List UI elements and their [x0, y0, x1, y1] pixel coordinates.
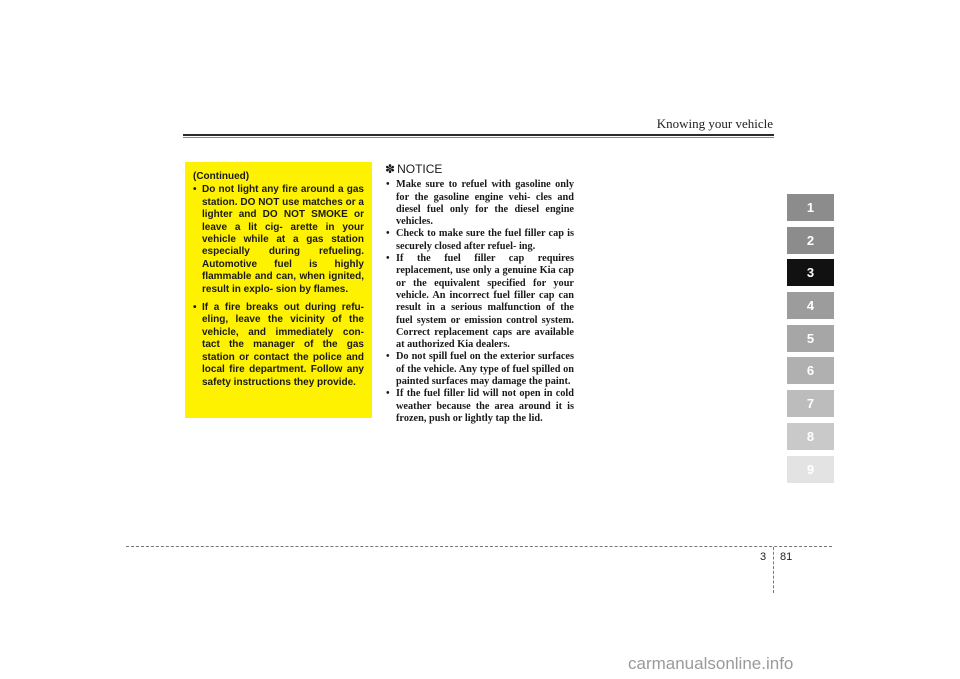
- warning-item: • If a fire breaks out during refu- eling, leave the vicinity of the vehicle, and immediately con- tact the manager of the gas station or contact the police and local fire department. Follow any safety instructions they provide.: [193, 302, 364, 389]
- chapter-tab-7[interactable]: 7: [787, 390, 834, 417]
- footer-chapter-number: 3: [760, 551, 767, 563]
- notice-section: [385, 163, 574, 425]
- warning-box: [185, 162, 372, 418]
- chapter-tab-4[interactable]: 4: [787, 292, 834, 319]
- notice-heading: [385, 163, 574, 175]
- footer-divider: [773, 547, 774, 593]
- chapter-tab-9[interactable]: 9: [787, 456, 834, 483]
- chapter-tab-6[interactable]: 6: [787, 357, 834, 384]
- header-rule: [183, 134, 774, 136]
- warning-continued-label: (Continued): [193, 171, 250, 182]
- notice-item: • If the fuel filler cap requires replacement, use only a genuine Kia cap or the equivalent specified for your vehicle. An incorrect fuel filler cap can result in a serious malfunction of the fuel system or emission control system. Correct replacement caps are available at authorized Kia dealers.: [385, 253, 574, 351]
- notice-title: NOTICE: [397, 162, 443, 176]
- section-header-title: Knowing your vehicle: [656, 116, 773, 131]
- notice-item: • If the fuel filler lid will not open in cold weather because the area around it is frozen, push or lightly tap the lid.: [385, 388, 574, 425]
- warning-list: [193, 184, 364, 389]
- notice-item: • Check to make sure the fuel filler cap is securely closed after refuel- ing.: [385, 228, 574, 253]
- warning-item: • Do not light any fire around a gas station. DO NOT use matches or a lighter and DO NOT SMOKE or leave a lit cig- arette in your vehicle while at a gas station especially during refueling. Automotive fuel is highly flammable and can, when ignited, result in explo- sion by flames.: [193, 184, 364, 296]
- notice-item: • Do not spill fuel on the exterior surfaces of the vehicle. Any type of fuel spilled on painted surfaces may damage the paint.: [385, 351, 574, 388]
- header-rule-thin: [183, 137, 774, 138]
- watermark: carmanualsonline.info: [628, 654, 794, 673]
- chapter-tab-5[interactable]: 5: [787, 325, 834, 352]
- footer-page-number: 81: [780, 551, 793, 563]
- chapter-tab-8[interactable]: 8: [787, 423, 834, 450]
- asterisk-icon: ✽: [385, 162, 396, 176]
- chapter-tab-1[interactable]: 1: [787, 194, 834, 221]
- chapter-tabs: [787, 194, 834, 488]
- chapter-tab-2[interactable]: 2: [787, 227, 834, 254]
- notice-list: [385, 179, 574, 425]
- footer-rule: [126, 546, 832, 547]
- notice-item: • Make sure to refuel with gasoline only for the gasoline engine vehi- cles and diesel fuel only for the diesel engine vehicles.: [385, 179, 574, 228]
- chapter-tab-3[interactable]: 3: [787, 259, 834, 286]
